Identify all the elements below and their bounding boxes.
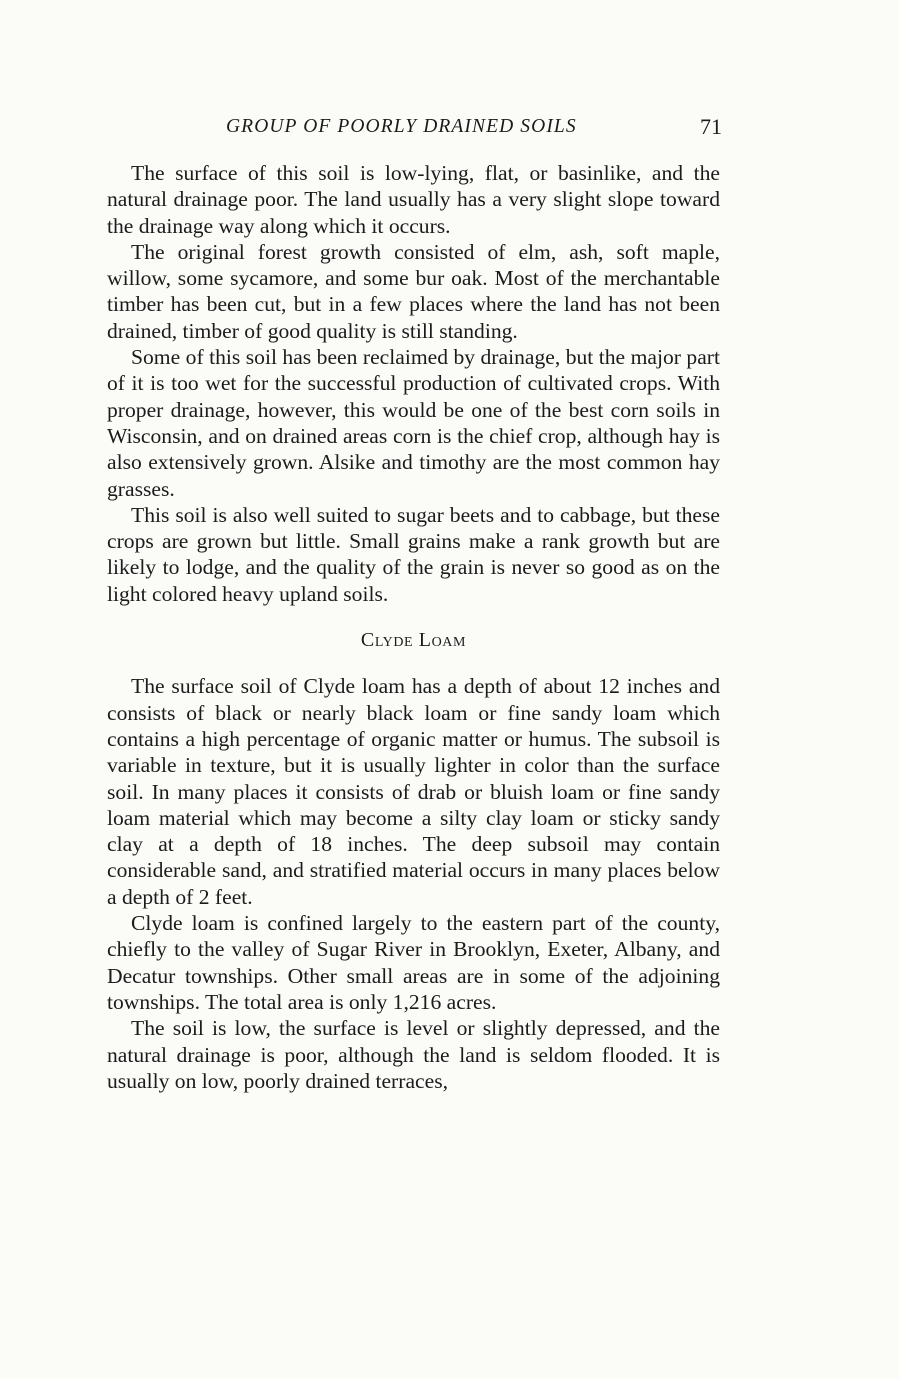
running-header xyxy=(108,112,720,142)
paragraph-reclaimed-drainage: Some of this soil has been reclaimed by drainage, but the major part of it is too wet for the successful production of cultivated crops. With proper drainage, however, this would be one of the best corn soils in Wisconsin, and on drained areas corn is the chief crop, although hay is also extensively grown. Alsike and timothy are the most common hay grasses. xyxy=(107,345,720,501)
body-text xyxy=(107,160,720,1094)
paragraph-clyde-surface-soil: The surface soil of Clyde loam has a depth of about 12 inches and consists of black or nearly black loam or fine sandy loam which contains a high percentage of organic matter or humus. The subsoil is variable in texture, but it is usually lighter in color than the surface soil. In many places it consists of drab or bluish loam or fine sandy loam material which may become a silty clay loam or sticky sandy clay at a depth of 18 inches. The deep subsoil may contain considerable sand, and stratified material occurs in many places below a depth of 2 feet. xyxy=(107,674,720,909)
page-number: 71 xyxy=(700,114,722,139)
section-heading-clyde-loam: Clyde Loam xyxy=(360,629,467,652)
running-title: GROUP OF POORLY DRAINED SOILS xyxy=(226,116,577,137)
paragraph-sugar-beets: This soil is also well suited to sugar beets and to cabbage, but these crops are grown but little. Small grains make a rank growth but are likely to lodge, and the quality of the grain is never so good as on the light colored heavy upland soils. xyxy=(107,502,720,606)
paragraph-forest-growth: The original forest growth consisted of elm, ash, soft maple, willow, some sycamore, and some bur oak. Most of the merchantable timber has been cut, but in a few places where the land has not been drained, timber of good quality is still standing. xyxy=(107,239,720,343)
paragraph-surface: The surface of this soil is low-lying, flat, or basinlike, and the natural drainage poor. The land usually has a very slight slope toward the drainage way along which it occurs. xyxy=(107,161,720,238)
paragraph-clyde-location: Clyde loam is confined largely to the eastern part of the county, chiefly to the valley of Sugar River in Brooklyn, Exeter, Albany, and Decatur townships. Other small areas are in some of the adjoining townships. The total area is only 1,216 acres. xyxy=(107,911,720,1014)
paragraph-clyde-drainage: The soil is low, the surface is level or slightly depressed, and the natural drainage is poor, although the land is seldom flooded. It is usually on low, poorly drained terraces, xyxy=(107,1016,720,1093)
